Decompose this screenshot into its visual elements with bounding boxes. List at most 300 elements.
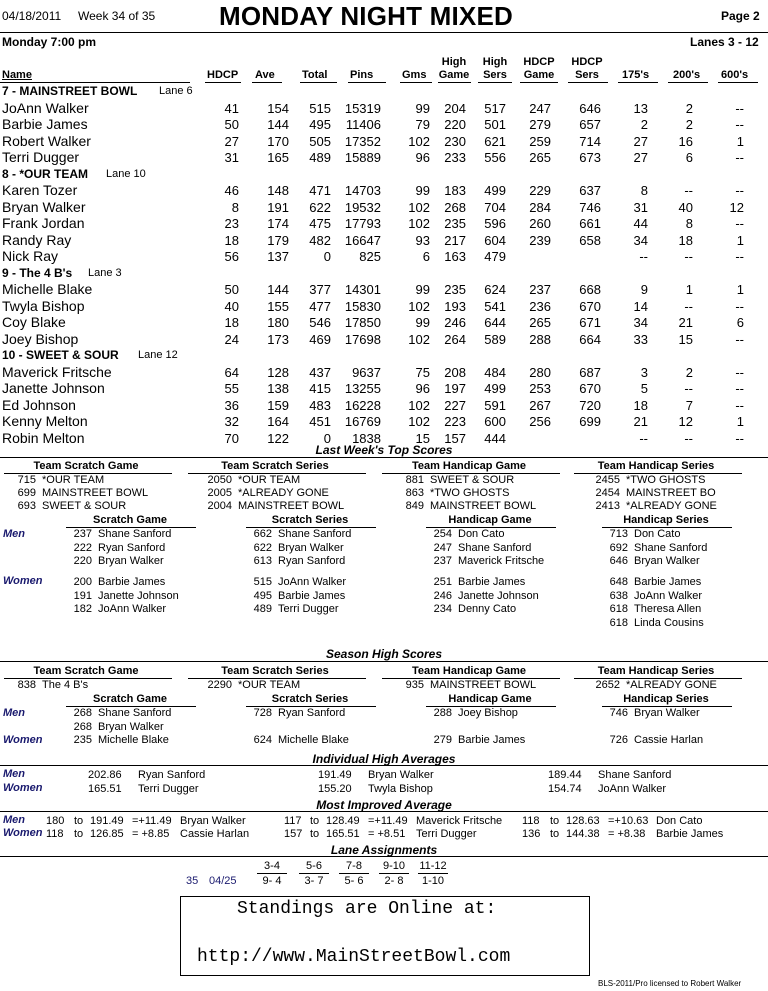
bowler-name: Barbie James [656,828,724,840]
player-hdcp: 36 [224,397,239,413]
average-value: 165.51 [88,783,122,795]
license-footer: BLS-2011/Pro licensed to Robert Walker [598,979,742,988]
team-score: 2455 [595,474,620,486]
bowler-name: Barbie James [634,576,702,588]
player-high-sers: 644 [484,315,506,330]
bowler-name: Michelle Blake [98,734,169,746]
player-name: Barbie James [2,116,88,132]
women-label: Women [3,575,43,587]
score: 268 [73,707,92,719]
team-score: 2005 [207,487,232,499]
player-c200: -- [684,381,693,396]
lane-pair: 5-6 [306,860,322,872]
player-high-game: 193 [444,298,466,314]
player-c175: 27 [633,133,648,149]
player-total: 482 [309,232,331,248]
score: 288 [433,707,452,719]
bowler-name: Ryan Sanford [278,707,346,719]
player-name: Janette Johnson [2,380,105,396]
player-hdcp: 64 [224,364,239,380]
player-name: Robin Melton [2,429,85,446]
team-name: *TWO GHOSTS [626,474,706,486]
bowler-name: Ryan Sanford [138,769,206,781]
player-hdcp: 24 [224,331,239,347]
player-total: 495 [309,117,331,132]
team-score: 693 [17,500,36,512]
team-name: 7 - MAINSTREET BOWL [2,84,138,98]
lane-match: 5- 6 [344,875,364,887]
player-gms: 102 [408,216,430,231]
bowler-name: Bryan Walker [180,815,246,827]
team-name: *OUR TEAM [238,474,301,486]
player-hdcp: 56 [224,249,239,264]
old-average: 118 [522,815,540,827]
player-hdcp-sers: 664 [579,331,601,347]
player-c175: 34 [633,232,648,248]
player-name: Karen Tozer [2,182,78,198]
player-hdcp-sers: 637 [579,183,601,198]
player-c600: 12 [729,199,744,215]
player-c600: -- [735,430,744,446]
team-lane: Lane 6 [159,85,193,97]
player-c200: 12 [678,414,693,429]
average-value: 191.49 [318,769,352,781]
old-average: 117 [284,815,302,827]
player-name: Terri Dugger [2,149,80,165]
player-high-sers: 499 [484,183,506,198]
bowler-name: Barbie James [278,589,346,602]
bowler-name: Janette Johnson [98,589,179,602]
player-total: 469 [309,331,331,347]
player-c175: 31 [633,199,648,215]
player-pins: 16647 [344,232,381,248]
bowler-name: Shane Sanford [598,769,672,781]
player-pins: 9637 [352,364,381,380]
player-ave: 165 [267,150,289,165]
player-ave: 155 [267,298,289,314]
difference: =+11.49 [132,815,172,827]
player-c200: 2 [685,100,693,116]
player-pins: 16769 [344,414,381,429]
player-high-game: 223 [444,414,466,429]
player-c600: 1 [736,282,744,297]
team-score: 935 [405,679,424,691]
player-pins: 16228 [344,397,381,413]
player-c600: -- [735,249,744,264]
player-pins: 15830 [344,298,381,314]
player-hdcp-sers: 661 [579,216,601,231]
men-label: Men [3,768,25,780]
player-name: Kenny Melton [2,413,88,429]
average-value: 155.20 [318,783,352,795]
player-c175: -- [639,249,648,264]
player-total: 622 [309,199,331,215]
to-label: to [550,815,560,827]
player-gms: 79 [415,117,430,132]
score: 254 [433,528,452,540]
player-hdcp: 46 [224,183,239,198]
player-hdcp-game: 253 [529,381,551,396]
team-score: 838 [17,679,36,691]
player-c175: 27 [633,150,648,165]
score: 495 [253,589,272,602]
team-lane: Lane 12 [138,349,178,361]
player-hdcp-sers: 720 [579,397,601,413]
bowler-name: Bryan Walker [98,720,164,733]
banner-url[interactable]: http://www.MainStreetBowl.com [197,947,511,967]
col-pins: Pins [350,69,374,81]
player-hdcp: 55 [224,381,239,396]
bowler-name: Bryan Walker [634,555,700,567]
player-hdcp: 50 [224,117,239,132]
lanes-range: Lanes 3 - 12 [690,35,759,49]
player-hdcp: 23 [224,216,239,231]
banner-line1: Standings are Online at: [237,899,497,919]
score: 237 [433,555,452,567]
player-ave: 138 [267,381,289,396]
player-name: Ed Johnson [2,396,76,413]
player-hdcp: 70 [224,430,239,446]
player-c200: 7 [685,397,693,413]
player-name: Frank Jordan [2,215,85,231]
team-score: 2050 [207,474,232,486]
average-value: 202.86 [88,769,122,781]
player-hdcp-game: 279 [529,117,551,132]
player-hdcp: 41 [224,100,239,116]
difference: = +8.51 [368,828,406,840]
player-hdcp-sers: 670 [579,298,601,314]
player-gms: 99 [415,183,430,198]
score: 515 [253,576,272,588]
score: 728 [253,707,272,719]
player-total: 377 [309,282,331,297]
score: 648 [609,576,628,588]
player-hdcp-game: 237 [529,282,551,297]
player-ave: 154 [267,100,289,116]
team-header: Team Handicap Series [597,665,715,677]
bowler-name: Ryan Sanford [278,555,346,567]
team-name: SWEET & SOUR [42,500,127,512]
player-hdcp-sers: 671 [579,315,601,330]
averages-title: Individual High Averages [312,752,456,766]
col-hdcp: HDCP [207,69,239,81]
score: 489 [253,603,272,616]
col-hdcp-game: HDCP Game [523,56,555,81]
team-lane: Lane 10 [106,167,146,180]
player-hdcp: 8 [231,199,239,215]
player-high-sers: 501 [484,117,506,132]
score: 662 [253,528,272,540]
report-date: 04/18/2011 [2,9,62,23]
player-name: Randy Ray [2,231,72,248]
bowler-name: Janette Johnson [458,589,539,602]
player-high-game: 246 [444,315,466,330]
player-ave: 144 [267,282,289,297]
player-gms: 96 [415,150,430,165]
player-gms: 102 [408,199,430,215]
bowler-name: Maverick Fritsche [458,555,545,567]
individual-header: Scratch Game [93,514,167,526]
player-high-sers: 517 [484,100,506,116]
player-c200: -- [684,298,693,314]
score: 713 [609,528,628,540]
player-ave: 173 [267,331,289,347]
player-gms: 6 [422,249,430,264]
player-ave: 128 [267,364,289,380]
player-c200: -- [684,183,693,198]
player-hdcp: 50 [224,282,239,297]
lane-match: 1-10 [421,875,445,887]
col-hdcp-sers: HDCP Sers [571,56,603,81]
lane-pair: 3-4 [264,860,280,872]
player-hdcp: 40 [224,298,239,314]
lane-match: 9- 4 [262,875,282,887]
player-total: 505 [309,133,331,149]
bowler-name: JoAnn Walker [98,603,167,616]
player-hdcp-game: 267 [529,397,551,413]
player-hdcp-sers: 699 [579,414,601,429]
player-high-game: 208 [444,364,466,380]
player-hdcp-game: 260 [529,216,551,231]
new-average: 128.49 [326,815,360,827]
score: 279 [433,734,452,746]
player-c600: -- [735,397,744,413]
team-score: 881 [405,474,424,486]
player-high-sers: 621 [484,133,506,149]
player-high-game: 157 [444,430,466,446]
player-pins: 13255 [344,381,381,396]
player-pins: 1838 [352,430,381,446]
men-label: Men [3,707,25,719]
team-name: 9 - The 4 B's [2,265,73,280]
average-value: 154.74 [548,783,582,795]
player-hdcp-sers: 658 [579,232,601,248]
player-high-game: 227 [444,397,466,413]
player-hdcp-game: 280 [529,364,551,380]
score: 624 [253,734,272,746]
team-lane: Lane 3 [88,266,122,279]
player-hdcp-sers: 714 [579,133,601,149]
player-total: 477 [309,298,331,314]
player-pins: 17793 [344,216,381,231]
score: 726 [609,734,628,746]
player-high-game: 217 [444,232,466,248]
player-c175: 13 [633,100,648,116]
women-label: Women [3,782,43,794]
player-high-sers: 589 [484,331,506,347]
score: 613 [253,555,272,567]
bowler-name: Shane Sanford [278,528,352,540]
player-c600: -- [735,331,744,347]
new-average: 128.63 [566,815,600,827]
player-total: 415 [309,381,331,396]
bowler-name: Bryan Walker [634,707,700,719]
team-name: *ALREADY GONE [626,679,717,691]
player-hdcp-game: 284 [529,199,551,215]
player-ave: 148 [267,183,289,198]
player-gms: 102 [408,133,430,149]
player-hdcp-game: 239 [529,232,551,248]
new-average: 191.49 [90,815,124,827]
score: 200 [73,576,92,588]
player-high-game: 204 [444,100,466,116]
player-gms: 75 [415,364,430,380]
player-ave: 137 [267,249,289,264]
player-c200: 2 [685,117,693,132]
player-total: 0 [323,249,331,264]
player-c200: 40 [678,199,693,215]
player-c200: -- [684,249,693,264]
col-175s: 175's [622,69,650,81]
score: 618 [609,603,628,616]
player-high-game: 264 [444,331,466,347]
difference: = +8.38 [608,828,646,840]
player-ave: 179 [267,232,289,248]
new-average: 165.51 [326,828,360,840]
player-high-sers: 479 [484,249,506,264]
player-c600: 6 [736,315,744,330]
player-hdcp: 32 [224,414,239,429]
difference: = +8.85 [132,828,170,840]
old-average: 180 [46,815,65,827]
score: 646 [609,555,628,567]
player-pins: 17850 [344,315,381,330]
bowler-name: Terri Dugger [138,783,199,795]
col-name: Name [2,69,32,81]
score: 246 [433,589,452,602]
score: 220 [73,555,92,567]
player-pins: 11406 [345,117,381,132]
team-name: *OUR TEAM [42,474,105,486]
player-ave: 164 [267,414,289,429]
player-c600: 1 [736,232,744,248]
col-200s: 200's [673,69,701,81]
team-header: Team Scratch Series [221,665,329,677]
player-hdcp-sers: 668 [579,282,601,297]
player-c600: -- [735,117,744,132]
player-c175: 14 [633,298,648,314]
player-pins: 825 [359,249,381,264]
to-label: to [550,828,560,840]
individual-header: Scratch Game [93,693,167,705]
team-score: 699 [17,487,36,499]
bowler-name: Bryan Walker [278,541,344,554]
player-pins: 14703 [344,183,381,198]
team-score: 2454 [595,487,620,499]
team-header: Team Scratch Game [33,665,139,677]
player-c200: 6 [685,150,693,165]
bowler-name: Don Cato [656,815,703,827]
bowler-name: Linda Cousins [634,617,704,630]
standings-banner [180,896,590,976]
score: 746 [609,707,628,719]
player-high-sers: 624 [484,282,506,297]
new-average: 144.38 [566,828,600,840]
score: 692 [609,541,628,554]
team-score: 2004 [207,500,232,512]
individual-header: Scratch Series [271,693,349,705]
player-ave: 144 [267,117,289,132]
player-hdcp-game: 265 [529,150,551,165]
women-label: Women [3,734,43,746]
team-header: Team Handicap Series [597,460,715,472]
player-high-game: 183 [444,183,466,198]
player-total: 515 [309,100,331,116]
old-average: 157 [284,828,303,840]
player-c200: 18 [678,232,693,248]
bowler-name: Theresa Allen [634,603,702,616]
player-hdcp-sers: 657 [579,117,601,132]
player-c175: 3 [640,364,648,380]
team-name: MAINSTREET BOWL [430,500,537,512]
player-name: Joey Bishop [2,330,79,347]
to-label: to [74,828,84,840]
player-hdcp-sers: 687 [579,364,601,380]
player-hdcp-sers: 746 [579,199,601,215]
player-c175: 18 [633,397,648,413]
bowler-name: Shane Sanford [458,541,532,554]
col-600s: 600's [721,69,749,81]
player-hdcp-game: 288 [529,331,551,347]
score: 191 [73,589,92,602]
difference: =+10.63 [608,815,649,827]
player-name: Robert Walker [2,132,91,149]
old-average: 118 [46,828,64,840]
player-c200: 8 [685,216,693,231]
player-c175: 2 [640,117,648,132]
player-c600: -- [735,183,744,198]
player-name: Nick Ray [2,248,59,264]
score: 222 [73,541,92,554]
lane-match: 3- 7 [304,875,324,887]
individual-header: Handicap Series [623,514,709,526]
player-pins: 15319 [344,100,381,116]
player-pins: 15889 [344,150,381,165]
page-number: Page 2 [721,9,760,23]
player-hdcp-game: 236 [529,298,551,314]
team-score: 2413 [595,500,620,512]
bowler-name: Twyla Bishop [368,783,433,795]
season-title: Season High Scores [325,647,443,661]
improved-title: Most Improved Average [316,798,452,812]
player-total: 451 [309,414,331,429]
player-hdcp-game: 256 [529,414,551,429]
player-hdcp-sers: 673 [579,150,601,165]
player-name: Twyla Bishop [2,297,85,314]
team-header: Team Scratch Game [33,460,139,472]
col-total: Total [302,69,328,81]
bowler-name: Ryan Sanford [98,541,166,554]
team-score: 2290 [207,679,232,691]
player-high-sers: 541 [484,298,506,314]
league-title: MONDAY NIGHT MIXED [219,1,513,31]
player-c175: 8 [640,183,648,198]
player-hdcp-game: 265 [529,315,551,330]
player-c200: 21 [678,315,693,330]
player-pins: 19532 [344,199,381,215]
score: 247 [433,541,452,554]
player-gms: 102 [408,397,430,413]
player-gms: 102 [408,331,430,347]
team-name: 8 - *OUR TEAM [2,166,89,181]
player-gms: 15 [415,430,430,446]
lane-pair: 7-8 [346,860,362,872]
player-name: JoAnn Walker [2,99,89,116]
score: 237 [73,528,92,540]
player-c200: -- [684,430,693,446]
player-hdcp: 31 [224,150,239,165]
player-total: 471 [309,183,331,198]
